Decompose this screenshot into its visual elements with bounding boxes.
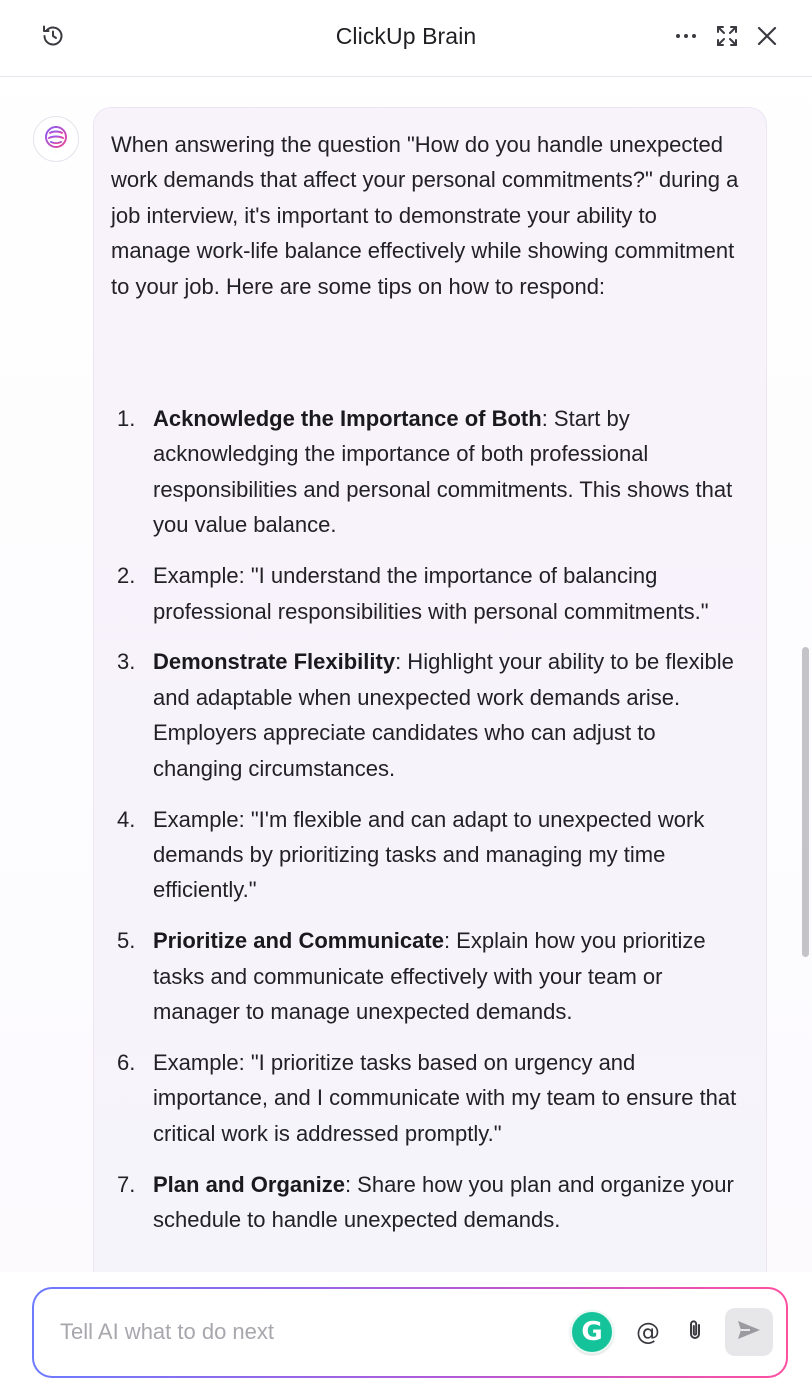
send-icon xyxy=(736,1318,762,1347)
tips-list xyxy=(111,401,751,1253)
chat-scroll-area[interactable] xyxy=(0,77,812,1272)
ai-avatar xyxy=(33,116,79,162)
item-text: : Start by acknowledging the importance of both professional responsibilities and personal commitments. This shows that you value balance. xyxy=(153,406,733,538)
list-item: 4. Example: "I'm flexible and can adapt to unexpected work demands by prioritizing tasks and managing my time efficiently." xyxy=(117,806,705,903)
close-icon xyxy=(755,24,779,48)
history-clock-icon xyxy=(40,23,66,49)
list-item: 5. Prioritize and Communicate: Explain how you prioritize tasks and communicate effectively with your team or manager to manage unexpected demands. xyxy=(117,928,706,1025)
history-button[interactable] xyxy=(35,18,71,54)
expand-icon xyxy=(715,24,739,48)
item-heading: Plan and Organize xyxy=(153,1171,345,1197)
expand-button[interactable] xyxy=(709,18,745,54)
mention-button[interactable] xyxy=(633,1317,663,1347)
composer-inner xyxy=(34,1289,786,1376)
panel-header xyxy=(0,0,812,77)
clickup-brain-logo-icon xyxy=(42,123,70,156)
grammarly-button[interactable] xyxy=(570,1310,614,1354)
attach-button[interactable] xyxy=(680,1317,710,1347)
close-button[interactable] xyxy=(749,18,785,54)
at-mention-icon: @ xyxy=(636,1318,660,1346)
vertical-scrollbar-thumb[interactable] xyxy=(802,647,809,957)
item-text: : Share how you plan and organize your schedule to handle unexpected demands. xyxy=(153,1171,734,1233)
item-text: Example: "I understand the importance of balancing professional responsibilities with personal commitments." xyxy=(153,563,709,624)
list-item: 1. Acknowledge the Importance of Both: Start by acknowledging the importance of both professional responsibilities and personal commitments. This shows that you value balance. xyxy=(117,406,733,538)
send-button[interactable] xyxy=(725,1308,773,1356)
grammarly-icon: G xyxy=(581,1317,603,1347)
ai-prompt-input[interactable] xyxy=(60,1315,530,1349)
more-horizontal-icon xyxy=(673,23,699,49)
item-text: : Explain how you prioritize tasks and communicate effectively with your team or manager to manage unexpected demands. xyxy=(153,928,706,1025)
item-heading: Prioritize and Communicate xyxy=(153,928,444,954)
more-options-button[interactable] xyxy=(668,18,704,54)
item-heading: Demonstrate Flexibility xyxy=(153,649,396,675)
composer-box xyxy=(32,1287,788,1378)
list-item: 3. Demonstrate Flexibility: Highlight your ability to be flexible and adaptable when unexpected work demands arise. Employers appreciate candidates who can adjust to changing circumstances. xyxy=(117,649,734,781)
composer-area xyxy=(0,1272,812,1400)
list-item: 7. Plan and Organize: Share how you plan and organize your schedule to handle unexpected demands. xyxy=(117,1171,734,1233)
item-text: : Highlight your ability to be flexible and adaptable when unexpected work demands arise. Employers appreciate candidates who can adjust to changing circumstances. xyxy=(153,649,734,781)
panel-title: ClickUp Brain xyxy=(335,23,477,49)
item-heading: Acknowledge the Importance of Both xyxy=(153,406,542,431)
item-text: Example: "I prioritize tasks based on urgency and importance, and I communicate with my team to ensure that critical work is addressed promptly." xyxy=(153,1050,737,1146)
list-item: 2. Example: "I understand the importance of balancing professional responsibilities with personal commitments." xyxy=(117,563,709,624)
paperclip-icon xyxy=(684,1318,706,1347)
response-intro: When answering the question "How do you handle unexpected work demands that affect your personal commitments?" during a job interview, it's important to demonstrate your ability to manage work-life balance effectively while showing commitment to your job. Here are some tips on how to respond: xyxy=(111,132,739,299)
item-text: Example: "I'm flexible and can adapt to unexpected work demands by prioritizing tasks and managing my time efficiently." xyxy=(153,806,705,903)
list-item: 6. Example: "I prioritize tasks based on urgency and importance, and I communicate with my team to ensure that critical work is addressed promptly." xyxy=(117,1050,737,1146)
